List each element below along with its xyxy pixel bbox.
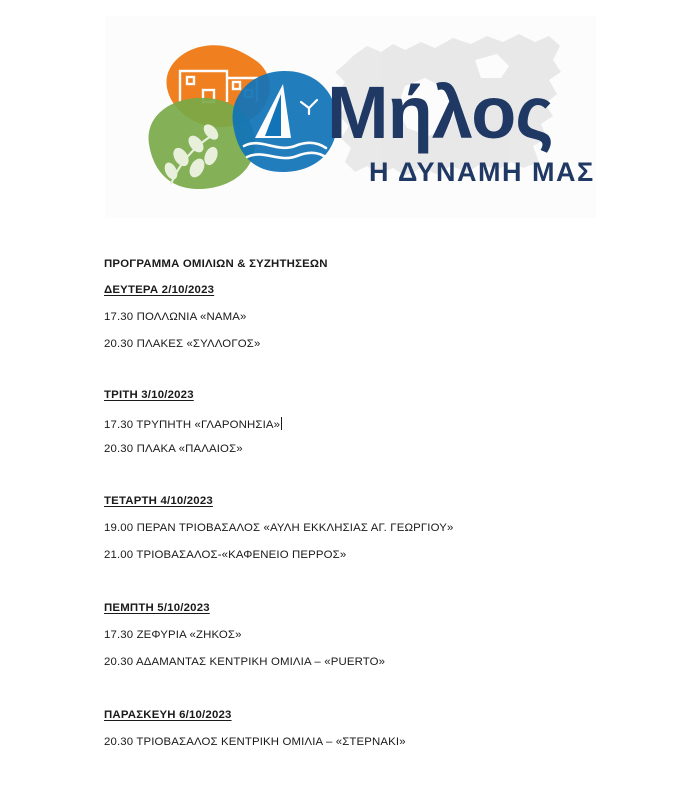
day-date-tuesday: ΤΡΙΤΗ 3/10/2023: [104, 389, 194, 401]
logo-image-block[interactable]: [105, 16, 596, 218]
event-item: 20.30 ΠΛΑΚΕΣ «ΣΥΛΛΟΓΟΣ»: [104, 338, 261, 350]
event-item: 21.00 ΤΡΙΟΒΑΣΑΛΟΣ-«ΚΑΦΕΝΕΙΟ ΠΕΡΡΟΣ»: [104, 549, 347, 561]
event-item: 20.30 ΤΡΙΟΒΑΣΑΛΟΣ ΚΕΝΤΡΙΚΗ ΟΜΙΛΙΑ – «ΣΤΕΡΝΑΚΙ»: [104, 736, 406, 748]
day-date-thursday: ΠΕΜΠΤΗ 5/10/2023: [104, 602, 210, 614]
logo-wordmark: Μήλος: [327, 71, 553, 154]
event-item: 20.30 ΑΔΑΜΑΝΤΑΣ ΚΕΝΤΡΙΚΗ ΟΜΙΛΙΑ – «PUERTO»: [104, 656, 386, 668]
sailboat-seagull-icon: [233, 71, 337, 172]
event-item: 17.30 ΠΟΛΛΩΝΙΑ «ΝΑΜΑ»: [104, 311, 247, 323]
program-heading: ΠΡΟΓΡΑΜΜΑ ΟΜΙΛΙΩΝ & ΣΥΖΗΤΗΣΕΩΝ: [104, 258, 328, 270]
event-text: 17.30 ΤΡΥΠΗΤΗ «ΓΛΑΡΟΝΗΣΙΑ»: [104, 419, 281, 431]
event-item: 17.30 ΖΕΦΥΡΙΑ «ΖΗΚΟΣ»: [104, 629, 242, 641]
event-item: 19.00 ΠΕΡΑΝ ΤΡΙΟΒΑΣΑΛΟΣ «ΑΥΛΗ ΕΚΚΛΗΣΙΑΣ ΑΓ. ΓΕΩΡΓΙΟΥ»: [104, 522, 454, 534]
text-cursor-caret: [281, 417, 282, 430]
milos-logo-graphic: [105, 16, 596, 218]
day-date-wednesday: ΤΕΤΑΡΤΗ 4/10/2023: [104, 495, 213, 507]
logo-tagline: Η ΔΥΝΑΜΗ ΜΑΣ: [369, 157, 595, 187]
day-date-monday: ΔΕΥΤΕΡΑ 2/10/2023: [104, 284, 215, 296]
event-item-with-caret: [104, 417, 282, 431]
day-date-friday: ΠΑΡΑΣΚΕΥΗ 6/10/2023: [104, 709, 232, 721]
event-item: 20.30 ΠΛΑΚΑ «ΠΑΛΑΙΟΣ»: [104, 443, 243, 455]
